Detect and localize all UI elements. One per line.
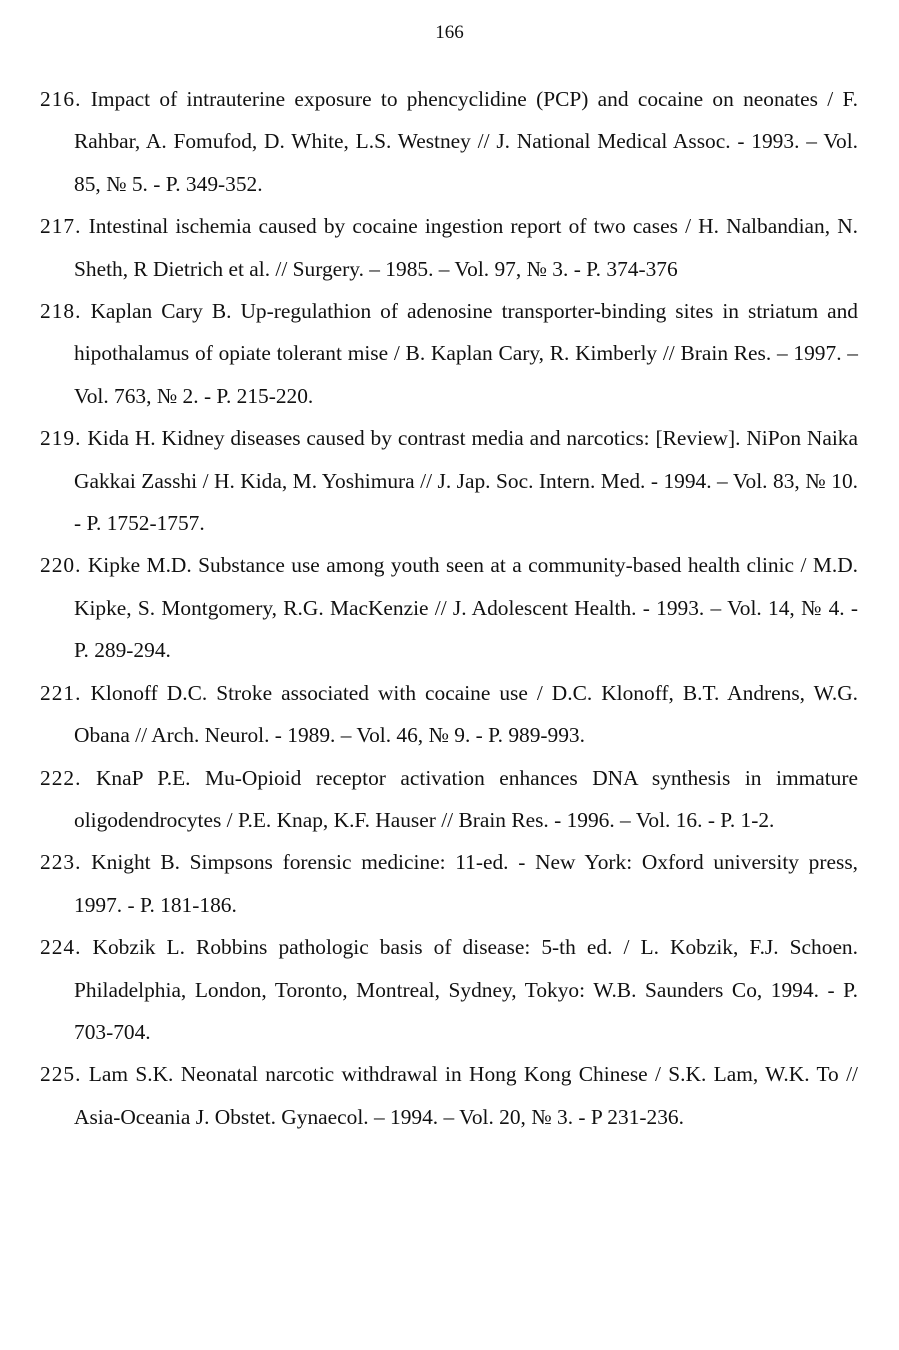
reference-item <box>40 926 858 1053</box>
reference-number: 222. <box>40 765 82 790</box>
reference-number: 224. <box>40 935 82 960</box>
reference-text: Kipke M.D. Substance use among youth seen at a community-based health clinic / M.D. Kipke, S. Montgomery, R.G. MacKenzie // J. Adolescent Health. - 1993. – Vol. 14, № 4. - P. 289-294. <box>74 553 858 663</box>
reference-item <box>40 672 858 757</box>
reference-text: Kobzik L. Robbins pathologic basis of disease: 5-th ed. / L. Kobzik, F.J. Schoen. Philadelphia, London, Toronto, Montreal, Sydney, Tokyo: W.B. Saunders Co, 1994. - P. 703-704. <box>74 935 858 1044</box>
reference-number: 220. <box>40 553 82 578</box>
reference-text: Lam S.K. Neonatal narcotic withdrawal in Hong Kong Chinese / S.K. Lam, W.K. To // Asia-Oceania J. Obstet. Gynaecol. – 1994. – Vol. 20, № 3. - P 231-236. <box>74 1062 858 1129</box>
reference-text: Intestinal ischemia caused by cocaine ingestion report of two cases / H. Nalbandian, N. Sheth, R Dietrich et al. // Surgery. – 1985. – Vol. 97, № 3. - P. 374-376 <box>74 214 858 281</box>
reference-number: 223. <box>40 850 82 875</box>
reference-item <box>40 841 858 926</box>
reference-item <box>40 205 858 290</box>
reference-item <box>40 757 858 842</box>
reference-number: 221. <box>40 680 82 705</box>
reference-text: Kaplan Cary B. Up-regulathion of adenosine transporter-binding sites in striatum and hipothalamus of opiate tolerant mise / B. Kaplan Cary, R. Kimberly // Brain Res. – 1997. – Vol. 763, № 2. - P. 215-220. <box>74 299 859 408</box>
reference-number: 217. <box>40 214 82 239</box>
reference-number: 219. <box>40 426 82 451</box>
page-number: 166 <box>435 22 464 43</box>
reference-text: Klonoff D.C. Stroke associated with cocaine use / D.C. Klonoff, B.T. Andrens, W.G. Obana // Arch. Neurol. - 1989. – Vol. 46, № 9. - P. 989-993. <box>74 680 858 748</box>
reference-text: Knight B. Simpsons forensic medicine: 11-ed. - New York: Oxford university press, 1997. - P. 181-186. <box>74 850 858 917</box>
reference-number: 225. <box>40 1062 82 1087</box>
reference-item <box>40 417 858 544</box>
reference-item <box>40 290 858 417</box>
reference-item <box>40 544 858 671</box>
reference-item <box>40 78 858 205</box>
reference-number: 216. <box>40 87 82 111</box>
reference-item <box>40 1053 858 1138</box>
reference-list <box>40 78 858 1138</box>
reference-text: Impact of intrauterine exposure to phencyclidine (PCP) and cocaine on neonates / F. Rahbar, A. Fomufod, D. White, L.S. Westney // J. National Medical Assoc. - 1993. – Vol. 85, № 5. - P. 349-352. <box>74 87 858 196</box>
reference-number: 218. <box>40 299 82 324</box>
reference-text: Kida H. Kidney diseases caused by contrast media and narcotics: [Review]. NiPon Naika Gakkai Zasshi / H. Kida, M. Yoshimura // J. Jap. Soc. Intern. Med. - 1994. – Vol. 83, № 10. - P. 1752-1757. <box>74 426 858 536</box>
reference-text: KnaP P.E. Mu-Opioid receptor activation enhances DNA synthesis in immature oligodendrocytes / P.E. Knap, K.F. Hauser // Brain Res. - 1996. – Vol. 16. - P. 1-2. <box>74 765 858 832</box>
